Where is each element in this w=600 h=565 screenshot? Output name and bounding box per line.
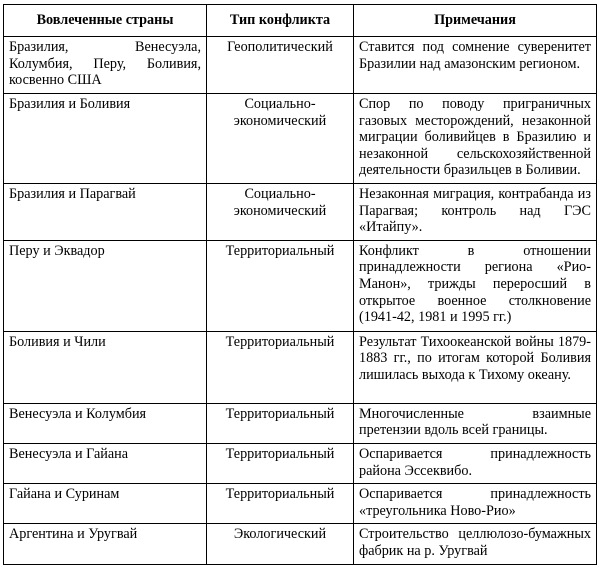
notes-cell: Спор по поводу приграничных газовых месторождений, незаконной миграции боливийцев в Бразилию и незаконной сельскохозяйственной деятельности бразильцев в Боливии. (354, 94, 597, 184)
table-row (4, 443, 597, 483)
table-row (4, 183, 597, 240)
countries-cell: Гайана и Суринам (4, 484, 207, 524)
table-row (4, 331, 597, 403)
table-row (4, 37, 597, 94)
countries-cell: Аргентина и Уругвай (4, 524, 207, 564)
conflict-type-cell: Экологический (207, 524, 354, 564)
notes-cell: Строительство целлюлозо-бумажных фабрик на р. Уругвай (354, 524, 597, 564)
conflict-type-cell: Территориальный (207, 240, 354, 331)
conflict-type-cell: Социально-экономический (207, 183, 354, 240)
notes-cell: Незаконная миграция, контрабанда из Парагвая; контроль над ГЭС «Итайпу». (354, 183, 597, 240)
conflict-type-cell: Территориальный (207, 331, 354, 403)
conflict-type-cell: Территориальный (207, 443, 354, 483)
conflict-type-cell: Территориальный (207, 403, 354, 443)
notes-cell: Результат Тихоокеанской войны 1879-1883 гг., по итогам которой Боливия лишилась выхода к Тихому океану. (354, 331, 597, 403)
countries-cell: Венесуэла и Колумбия (4, 403, 207, 443)
header-row (4, 5, 597, 37)
conflict-type-cell: Геополитический (207, 37, 354, 94)
table-row (4, 240, 597, 331)
notes-cell: Многочисленные взаимные претензии вдоль всей границы. (354, 403, 597, 443)
table-row (4, 403, 597, 443)
conflict-type-cell: Территориальный (207, 484, 354, 524)
header-conflict-type: Тип конфликта (207, 5, 354, 37)
notes-cell: Оспаривается принадлежность района Эссеквибо. (354, 443, 597, 483)
countries-cell: Бразилия и Парагвай (4, 183, 207, 240)
countries-cell: Перу и Эквадор (4, 240, 207, 331)
conflict-type-cell: Социально-экономический (207, 94, 354, 184)
countries-cell: Бразилия, Венесуэла, Колумбия, Перу, Боливия, косвенно США (4, 37, 207, 94)
table-row (4, 484, 597, 524)
countries-cell: Боливия и Чили (4, 331, 207, 403)
notes-cell: Ставится под сомнение суверенитет Бразилии над амазонским регионом. (354, 37, 597, 94)
countries-cell: Бразилия и Боливия (4, 94, 207, 184)
countries-cell: Венесуэла и Гайана (4, 443, 207, 483)
notes-cell: Конфликт в отношении принадлежности региона «Рио-Манон», трижды переросший в открытое военное столкновение (1941-42, 1981 и 1995 гг.) (354, 240, 597, 331)
table-row (4, 94, 597, 184)
header-notes: Примечания (354, 5, 597, 37)
header-countries: Вовлеченные страны (4, 5, 207, 37)
notes-cell: Оспаривается принадлежность «треугольника Ново-Рио» (354, 484, 597, 524)
conflicts-table (3, 4, 597, 565)
